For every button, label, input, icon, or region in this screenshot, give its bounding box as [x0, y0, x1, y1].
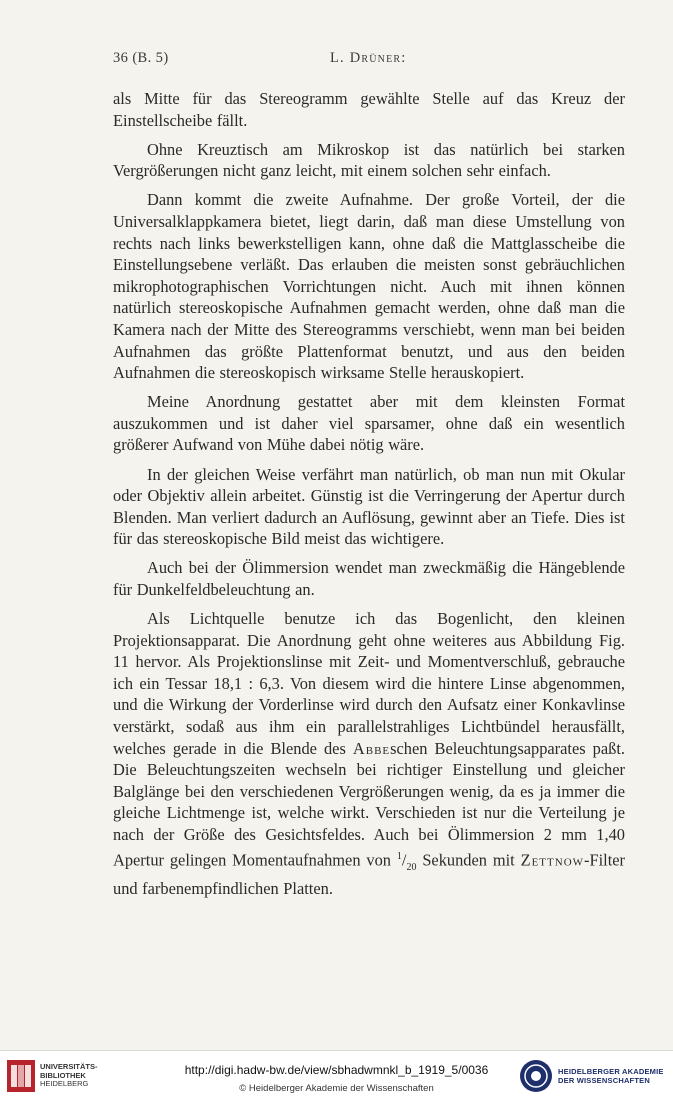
paragraph-2: Ohne Kreuztisch am Mikroskop ist das natürlich bei starken Vergrößerungen nicht ganz leicht, mit einem solchen sehr einfach. [113, 139, 625, 181]
name-abbe: Abbe [352, 738, 391, 758]
fraction-numerator: 1 [396, 850, 402, 862]
university-library-name: UNIVERSITÄTS- BIBLIOTHEK HEIDELBERG [40, 1062, 98, 1088]
paragraph-5: In der gleichen Weise verfährt man natürlich, ob man nun mit Okular oder Objektiv allein arbeitet. Günstig ist die Verringerung der Apertur durch Blenden. Man verliert dadurch an Auflösung, gewinnt aber an Tiefe. Dies ist für das stereoskopische Bild meist das wichtigere. [113, 464, 625, 549]
paragraph-4: Meine Anordnung gestattet aber mit dem kleinsten Format auszukommen und ist daher viel sparsamer, ohne daß ein wesentlich größerer Aufwand von Mühe dabei nötig wäre. [113, 392, 625, 455]
paragraph-1: als Mitte für das Stereogramm gewählte Stelle auf das Kreuz der Einstellscheibe fällt. [113, 89, 625, 130]
permalink-url[interactable]: http://digi.hadw-bw.de/view/sbhadwmnkl_b_1919_5/0036 [184, 1063, 489, 1077]
paragraph-6: Auch bei der Ölimmersion wendet man zweckmäßig die Hängeblende für Dunkelfeldbeleuchtung an. [113, 558, 625, 599]
paragraph-3: Dann kommt die zweite Aufnahme. Der große Vorteil, der die Universalklappkamera bietet, liegt darin, daß man diese Umstellung von rechts nach links bewerkstelligen kann, ohne daß die Mattglasscheibe die Einstellungsebene verläßt. Das erlauben die meisten sonst gebräuchlichen mikrophotographischen Vorrichtungen nicht. Auch mit ihnen können natürlich stereoskopische Aufnahmen gemacht werden, ohne daß man die Kamera nach der Mitte des Stereogramms verschiebt, wenn man bei beiden Aufnahmen das größte Plattenformat benutzt, und aus den beiden Aufnahmen die stereoskopisch wirksame Stelle herauskopiert. [113, 190, 625, 383]
academy-logo-icon[interactable] [519, 1059, 553, 1093]
paragraph-7: Als Lichtquelle benutze ich das Bogenlicht, den kleinen Projektionsapparat. Die Anordnung geht ohne weiteres aus Abbildung Fig. 11 hervor. Als Projektionslinse mit Zeit- und Momentverschluß, gebrauche ich ein Tessar 18,1 : 6,3. Von diesem wird die hintere Linse abgenommen, und die Wirkung der Vorderlinse wird durch den Aufsatz einer Konkavlinse verstärkt, sodaß aus ihm ein parallelstrahliges Lichtbündel herausfällt, welches gerade in die Blende des Abbeschen Beleuchtungsapparates paßt. Die Beleuchtungszeiten wechseln bei richtiger Einstellung und gleicher Balglänge bei den verschiedenen Vergrößerungen wenig, da es ja immer die gleiche Lichtmenge ist, welche wirkt. Verschieden ist nur die Verteilung je nach der Größe des Gesichtsfeldes. Auch bei Ölimmersion 2 mm 1,40 Apertur gelingen Momentaufnahmen von $^1/_{20}$ Sekunden mit Zettnow-Filter und farbenempfindlichen Platten. [113, 609, 625, 898]
paragraph-7-part-4: -Filter und farbenempfindlichen Platten. [113, 850, 625, 898]
body-text [113, 88, 625, 907]
running-head [113, 50, 625, 72]
viewer-footer [0, 1050, 673, 1100]
paragraph-7-part-2: schen Beleuchtungsapparates paßt. Die Beleuchtungszeiten wechseln bei richtiger Einstellung und gleicher Balglänge bei den verschiedenen Vergrößerungen wenig, da es ja immer die gleiche Lichtmenge ist, welche wirkt. Verschieden ist nur die Verteilung je nach der Größe des Gesichtsfeldes. Auch bei Ölimmersion 2 mm 1,40 Apertur gelingen Momentaufnahmen von [113, 738, 625, 870]
running-head-author: L. Drüner: [330, 50, 407, 66]
fraction-denominator: 20 [406, 861, 417, 873]
name-zettnow: Zettnow [520, 850, 585, 870]
paragraph-7-part-3: Sekunden mit [416, 850, 521, 870]
paragraph-7-part-1: Als Lichtquelle benutze ich das Bogenlicht, den kleinen Projektionsapparat. Die Anordnung geht ohne weiteres aus Abbildung Fig. 11 hervor. Als Projektionslinse mit Zeit- und Momentverschluß, gebrauche ich ein Tessar 18,1 : 6,3. Von diesem wird die hintere Linse abgenommen, und die Wirkung der Vorderlinse wird durch den Aufsatz einer Konkavlinse verstärkt, sodaß aus ihm ein parallelstrahliges Lichtbündel herausfällt, welches gerade in die Blende des [113, 609, 625, 758]
academy-name: HEIDELBERGER AKADEMIE DER WISSENSCHAFTEN [558, 1067, 664, 1085]
page-number: 36 (B. 5) [113, 50, 169, 66]
copyright-notice: © Heidelberger Akademie der Wissenschaften [239, 1083, 434, 1094]
